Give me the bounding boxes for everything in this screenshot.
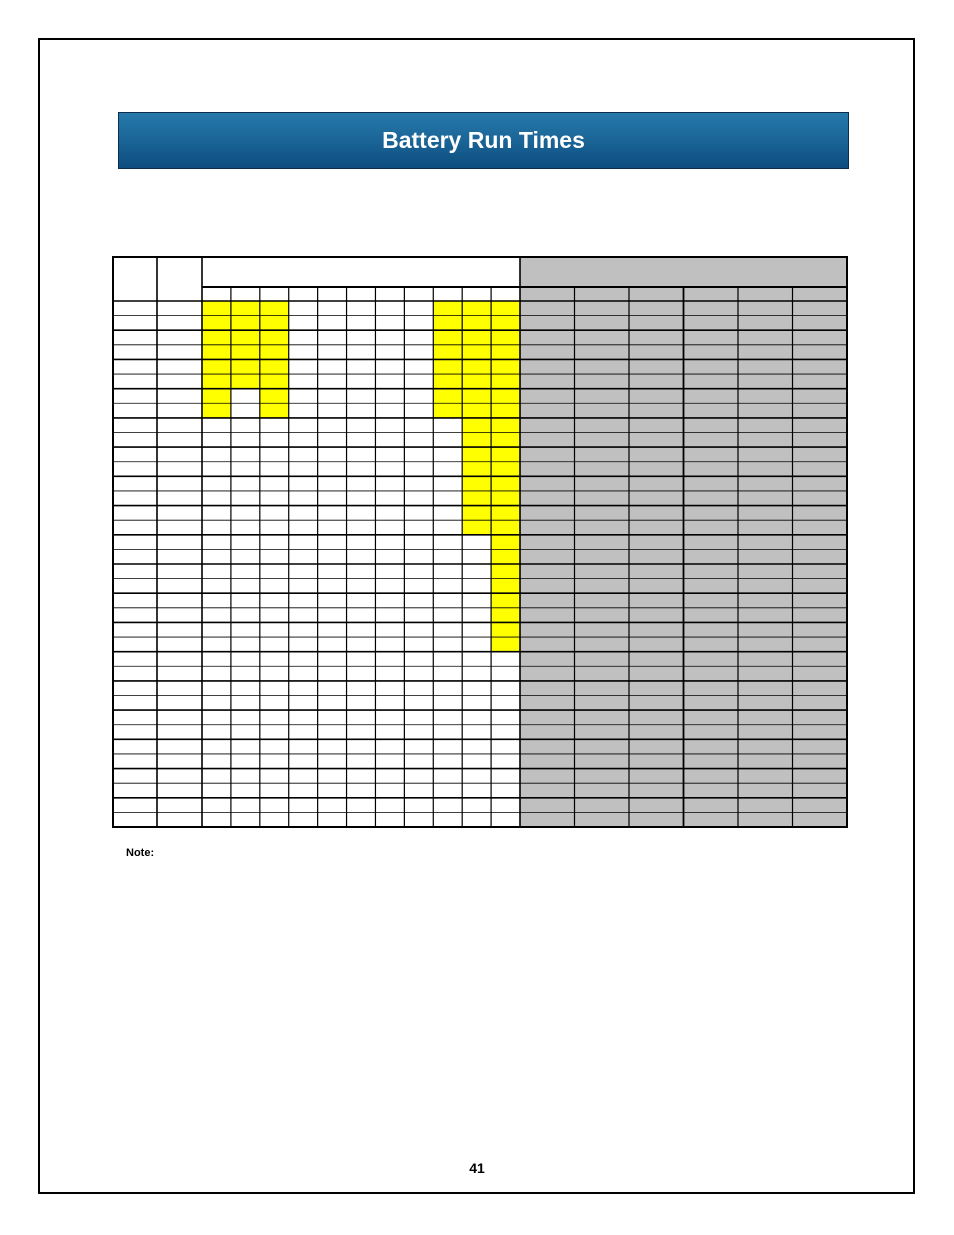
- page-title: Battery Run Times: [382, 127, 585, 153]
- note-label: Note:: [126, 847, 155, 859]
- page-number: 41: [469, 1160, 485, 1176]
